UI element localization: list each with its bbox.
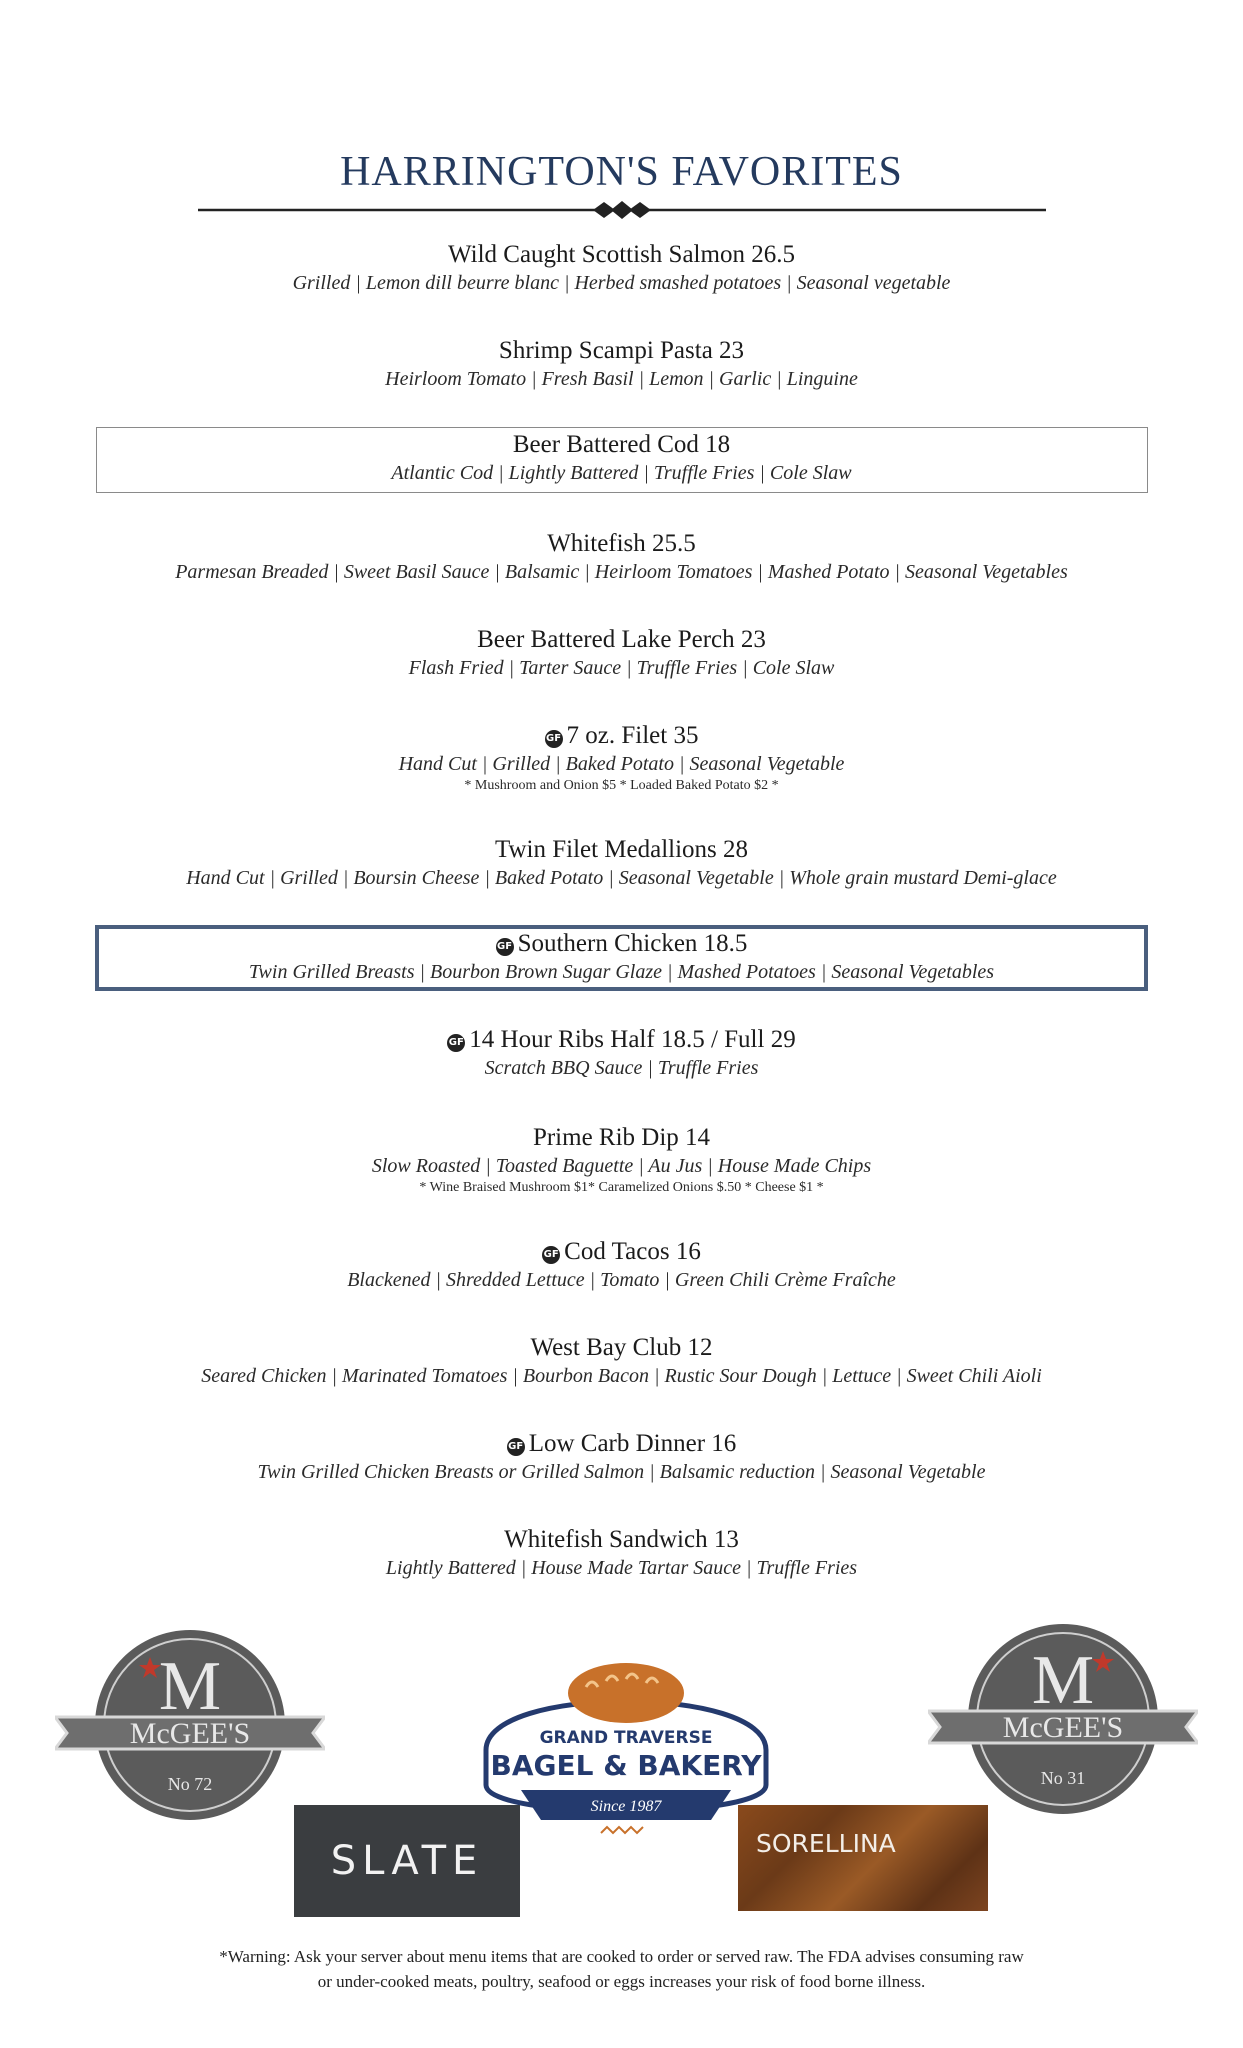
item-description: Hand Cut | Grilled | Baked Potato | Seasonal Vegetable: [398, 753, 845, 775]
menu-item: [0, 625, 1243, 681]
gluten-free-icon: GF: [447, 1034, 465, 1052]
menu-item: [0, 336, 1243, 392]
item-description: Parmesan Breaded | Sweet Basil Sauce | Balsamic | Heirloom Tomatoes | Mashed Potato | Seasonal Vegetables: [175, 561, 1068, 583]
gluten-free-icon: GF: [545, 730, 563, 748]
item-addons: * Mushroom and Onion $5 * Loaded Baked Potato $2 *: [464, 778, 779, 793]
sorellina-logo-text: SORELLINA: [756, 1829, 896, 1858]
warning-line-1: *Warning: Ask your server about menu items that are cooked to order or served raw. The FDA advises consuming raw: [219, 1947, 1024, 1966]
item-name: West Bay Club 12: [530, 1334, 713, 1361]
item-description: Flash Fried | Tarter Sauce | Truffle Fries | Cole Slaw: [408, 657, 835, 679]
menu-item: [0, 1025, 1243, 1081]
item-name: Wild Caught Scottish Salmon 26.5: [448, 241, 795, 268]
item-name: Prime Rib Dip 14: [532, 1124, 711, 1151]
slate-logo: [294, 1805, 520, 1917]
slate-logo-text: SLATE: [330, 1838, 484, 1884]
item-description: Scratch BBQ Sauce | Truffle Fries: [484, 1057, 759, 1079]
logo-number: No 72: [167, 1774, 213, 1794]
menu-item: [0, 1237, 1243, 1293]
item-name: 14 Hour Ribs Half 18.5 / Full 29: [469, 1026, 796, 1053]
partner-logos: [0, 1615, 1243, 1925]
gluten-free-icon: GF: [542, 1246, 560, 1264]
item-addons: * Wine Braised Mushroom $1* Caramelized Onions $.50 * Cheese $1 *: [419, 1180, 824, 1195]
item-name-row: [99, 929, 1144, 959]
menu-item: [0, 1333, 1243, 1389]
mcgees-72-logo: [55, 1625, 325, 1825]
menu-item: [0, 1525, 1243, 1581]
item-name-row: [0, 1429, 1243, 1459]
menu-list: [0, 240, 1243, 1581]
item-description: Grilled | Lemon dill beurre blanc | Herbed smashed potatoes | Seasonal vegetable: [292, 272, 951, 294]
menu-item: [0, 529, 1243, 585]
menu-item-featured: [95, 925, 1148, 991]
item-name: 7 oz. Filet 35: [566, 722, 699, 749]
item-description: Seared Chicken | Marinated Tomatoes | Bourbon Bacon | Rustic Sour Dough | Lettuce | Sweet Chili Aioli: [201, 1365, 1042, 1387]
warning-line-2: or under-cooked meats, poultry, seafood or eggs increases your risk of food borne illness.: [317, 1972, 926, 1991]
item-name: Twin Filet Medallions 28: [494, 836, 749, 863]
item-description: Hand Cut | Grilled | Boursin Cheese | Baked Potato | Seasonal Vegetable | Whole grain mustard Demi-glace: [186, 867, 1057, 889]
item-name-row: [0, 1237, 1243, 1267]
item-name: Low Carb Dinner 16: [528, 1430, 737, 1457]
item-description: Slow Roasted | Toasted Baguette | Au Jus | House Made Chips: [371, 1155, 872, 1177]
item-description: Twin Grilled Chicken Breasts or Grilled Salmon | Balsamic reduction | Seasonal Vegetable: [257, 1461, 986, 1483]
logo-name: McGEE'S: [1002, 1711, 1124, 1744]
menu-item: [0, 721, 1243, 795]
menu-item: [0, 240, 1243, 296]
bakery-line1: GRAND TRAVERSE: [539, 1728, 713, 1748]
item-name-row: [0, 1025, 1243, 1055]
item-name: Beer Battered Lake Perch 23: [477, 626, 766, 653]
item-name: Whitefish Sandwich 13: [504, 1526, 739, 1553]
logo-number: No 31: [1040, 1768, 1086, 1788]
menu-item: [0, 835, 1243, 891]
menu-item: [0, 1123, 1243, 1197]
gluten-free-icon: GF: [496, 938, 514, 956]
item-name: Southern Chicken 18.5: [517, 930, 748, 957]
menu-item: [0, 1429, 1243, 1485]
page-title: HARRINGTON'S FAVORITES: [340, 149, 903, 195]
logo-letter: M: [158, 1648, 222, 1725]
item-description: Heirloom Tomato | Fresh Basil | Lemon | Garlic | Linguine: [385, 368, 858, 390]
item-name: Whitefish 25.5: [547, 530, 696, 557]
menu-item-featured: [96, 427, 1148, 493]
gluten-free-icon: GF: [507, 1438, 525, 1456]
item-description: Atlantic Cod | Lightly Battered | Truffle Fries | Cole Slaw: [391, 462, 852, 484]
item-description: Twin Grilled Breasts | Bourbon Brown Sugar Glaze | Mashed Potatoes | Seasonal Vegetables: [248, 961, 995, 983]
mcgees-31-logo: [928, 1619, 1198, 1819]
item-description: Blackened | Shredded Lettuce | Tomato | Green Chili Crème Fraîche: [347, 1269, 896, 1291]
item-name: Shrimp Scampi Pasta 23: [498, 337, 745, 364]
bakery-since: Since 1987: [590, 1798, 662, 1815]
item-name: Beer Battered Cod 18: [512, 431, 731, 458]
title-divider: [198, 196, 1046, 224]
item-name: Cod Tacos 16: [564, 1238, 701, 1265]
bakery-line2: BAGEL & BAKERY: [490, 1749, 762, 1782]
sorellina-logo: [738, 1805, 988, 1911]
item-description: Lightly Battered | House Made Tartar Sauce | Truffle Fries: [385, 1557, 858, 1579]
logo-name: McGEE'S: [129, 1717, 251, 1750]
item-name-row: [0, 721, 1243, 751]
logo-letter: M: [1031, 1642, 1095, 1719]
food-safety-warning: [0, 1944, 1243, 1994]
